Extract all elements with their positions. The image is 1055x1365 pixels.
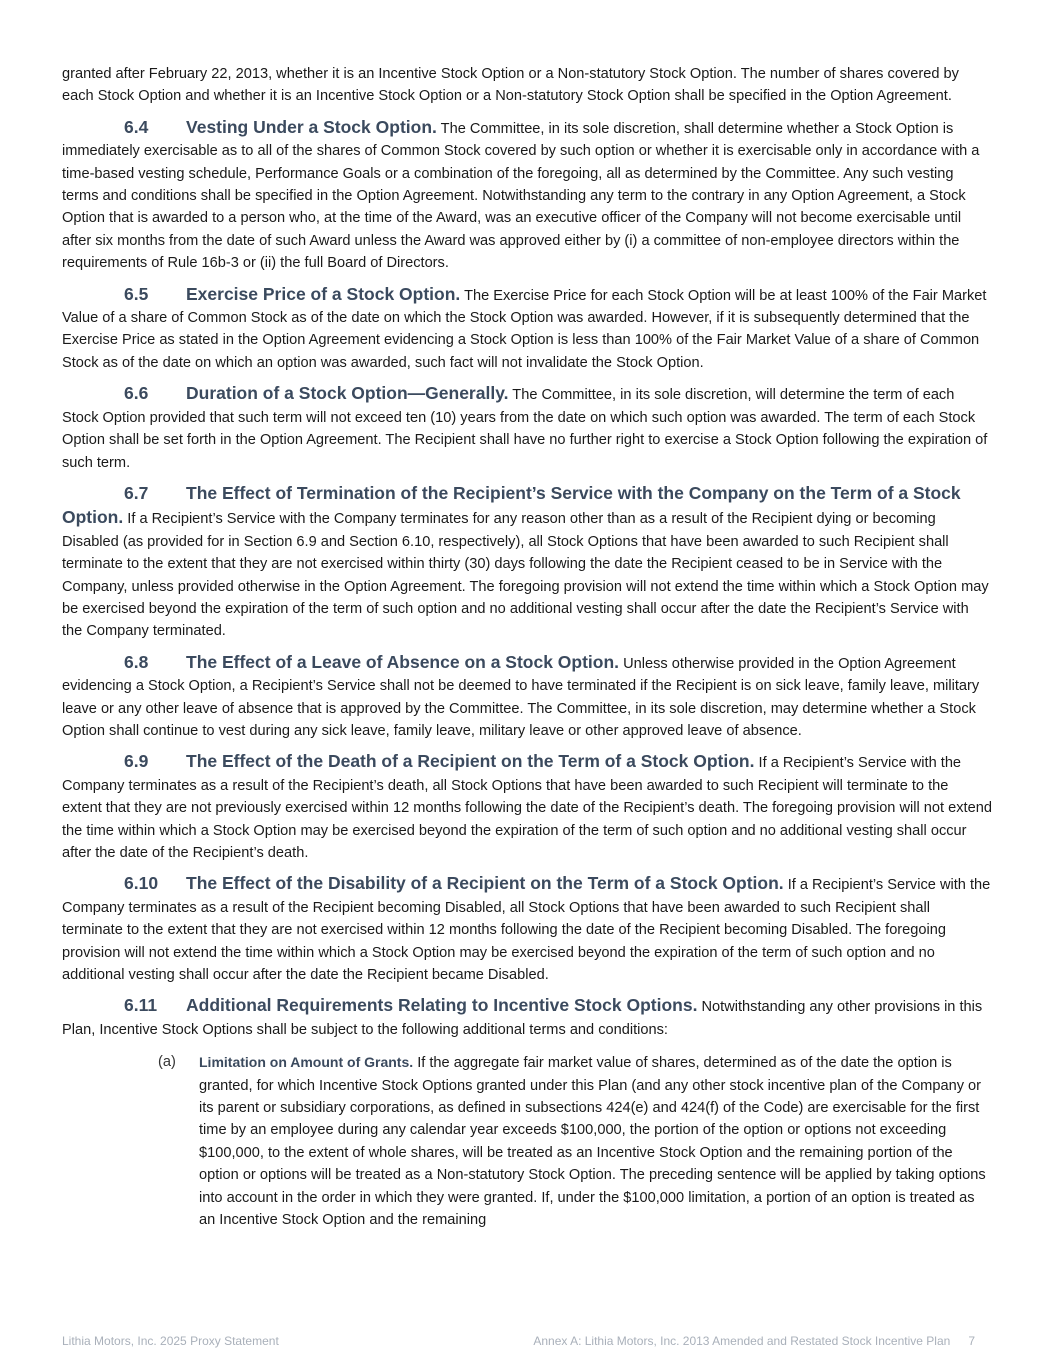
section-heading: Exercise Price of a Stock Option. [186, 283, 461, 304]
section-heading: Additional Requirements Relating to Incentive Stock Options. [186, 995, 698, 1016]
section-heading: The Effect of a Leave of Absence on a Stock Option. [186, 651, 620, 672]
section-number: 6.5 [124, 283, 149, 304]
page-number: 7 [968, 1334, 975, 1348]
section-body: If a Recipient’s Service with the Company terminates for any reason other than as a result of the Recipient dying or becoming Disabled (as provided for in Section 6.9 and Section 6.10, respectively), all Stock Options that have been awarded to such Recipient shall terminate to the extent that they are not exercised within thirty (30) days following the date the Recipient ceased to be in Service with the Company, unless provided otherwise in the Option Agreement. The foregoing provision will not extend the time within which a Stock Option may be exercised beyond the expiration of the term of such option and no additional vesting shall occur after the date the Recipient’s Service with the Company terminated. [62, 511, 989, 640]
section-number: 6.7 [124, 482, 149, 503]
section-body: The Exercise Price for each Stock Option will be at least 100% of the Fair Market Value of a share of Common Stock as of the date on which the Stock Option was awarded. However, if it is subsequently determined that the Exercise Price as stated in the Option Agreement evidencing a Stock Option is less than 100% of the Fair Market Value of a share of Common Stock as of the date on which an option was awarded, such fact will not invalidate the Stock Option. [62, 287, 987, 371]
section-body: Notwithstanding any other provisions in this Plan, Incentive Stock Options shall be subject to the following additional terms and conditions: [62, 999, 983, 1038]
section-number: 6.11 [124, 995, 158, 1016]
document-body [62, 63, 992, 1232]
section-number: 6.10 [124, 873, 159, 894]
subsection-a [62, 1051, 992, 1231]
section-number: 6.9 [124, 751, 149, 772]
section-body: If a Recipient’s Service with the Company terminates as a result of the Recipient’s death, all Stock Options that have been awarded to such Recipient will terminate to the extent that they are not previously exercised within 12 months following the date of the Recipient’s death. The foregoing provision will not extend the time within which a Stock Option may be exercised beyond the expiration of the term of such option and no additional vesting shall occur after the date of the Recipient’s death. [62, 755, 992, 861]
section-body: Unless otherwise provided in the Option Agreement evidencing a Stock Option, a Recipient’s Service shall not be deemed to have terminated if the Recipient is on sick leave, family leave, military leave or any other leave of absence that is approved by the Committee. The Committee, in its sole discretion, may determine whether a Stock Option shall continue to vest during any sick leave, family leave, military leave or other approved leave of absence. [62, 655, 980, 739]
section-heading: Duration of a Stock Option—Generally. [186, 383, 509, 404]
section-body: The Committee, in its sole discretion, will determine the term of each Stock Option provided that such term will not exceed ten (10) years from the date on which such option was awarded. The term of each Stock Option shall be set forth in the Option Agreement. The Recipient shall have no further right to exercise a Stock Option following the expiration of such term. [62, 387, 988, 471]
section-body: If a Recipient’s Service with the Company terminates as a result of the Recipient becoming Disabled, all Stock Options that have been awarded to such Recipient shall terminate to the extent that they are not exercised within 12 months following the date of the Recipient becoming Disabled. The foregoing provision will not extend the time within which a Stock Option may be exercised beyond the expiration of the term of such option and no additional vesting shall occur after the date the Recipient became Disabled. [62, 877, 991, 984]
section-heading: Vesting Under a Stock Option. [186, 116, 437, 137]
section-heading: The Effect of Termination of the Recipient’s Service with the Company on the Term of a Stock Option. [62, 482, 961, 528]
section-number: 6.8 [124, 651, 149, 672]
footer-annex-title: Annex A: Lithia Motors, Inc. 2013 Amended and Restated Stock Incentive Plan [533, 1334, 951, 1348]
section-6-7 [62, 482, 992, 643]
section-6-8 [62, 651, 992, 743]
section-heading: The Effect of the Death of a Recipient on the Term of a Stock Option. [186, 751, 755, 772]
subsection-body: If the aggregate fair market value of shares, determined as of the date the option is granted, for which Incentive Stock Options granted under this Plan (and any other stock incentive plan of the Company or its parent or subsidiary corporations, as defined in subsections 424(e) and 424(f) of the Code) are exercisable for the first time by an employee during any calendar year exceeds $100,000, the portion of the option or options not exceeding $100,000, to the extent of whole shares, will be treated as an Incentive Stock Option and the remaining portion of the option or options will be treated as a Non-statutory Stock Option. The preceding sentence will be applied by taking options into account in the order in which they were granted. If, under the $100,000 limitation, a portion of an option is treated as an Incentive Stock Option and the remaining [199, 1055, 986, 1229]
section-6-6 [62, 382, 992, 474]
section-6-10 [62, 872, 992, 986]
section-6-9 [62, 750, 992, 864]
section-6-5 [62, 283, 992, 375]
section-number: 6.4 [124, 116, 149, 137]
section-6-4 [62, 116, 992, 275]
section-body: The Committee, in its sole discretion, shall determine whether a Stock Option is immediately exercisable as to all of the shares of Common Stock covered by such option or whether it is exercisable only in accordance with a time-based vesting schedule, Performance Goals or a combination of the foregoing, all as determined by the Committee. Any such vesting terms and conditions shall be specified in the Option Agreement. Notwithstanding any term to the contrary in any Option Agreement, a Stock Option that is awarded to a person who, at the time of the Award, was an executive officer of the Company will not become exercisable until after six months from the date of such Award unless the Award was approved either by (i) a committee of non-employee directors within the requirements of Rule 16b-3 or (ii) the full Board of Directors. [62, 120, 980, 272]
subsection-heading: Limitation on Amount of Grants. [199, 1054, 414, 1071]
subsection-label: (a) [158, 1054, 176, 1071]
footer-annex [533, 1334, 975, 1348]
section-6-11 [62, 994, 992, 1041]
section-heading: The Effect of the Disability of a Recipient on the Term of a Stock Option. [186, 873, 784, 894]
section-number: 6.6 [124, 383, 149, 404]
footer-publication: Lithia Motors, Inc. 2025 Proxy Statement [62, 1334, 279, 1348]
intro-paragraph: granted after February 22, 2013, whether it is an Incentive Stock Option or a Non-statutory Stock Option. The number of shares covered by each Stock Option and whether it is an Incentive Stock Option or a Non-statutory Stock Option shall be specified in the Option Agreement. [62, 66, 959, 105]
